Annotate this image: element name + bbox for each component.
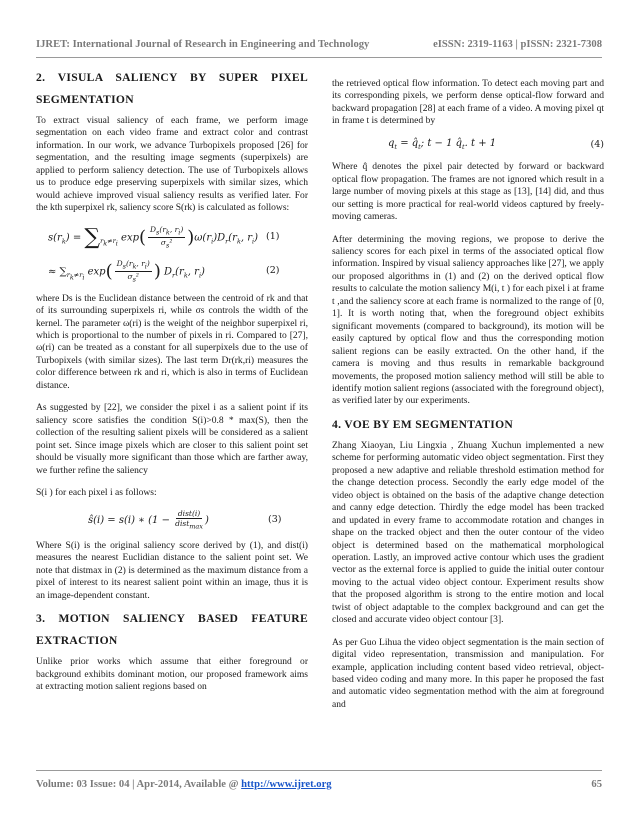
footer-info [36, 779, 332, 790]
paragraph: Unlike prior works which assume that either foreground or background exhibits dominant motion, our proposed framework aims at extracting motion salient regions based on [36, 656, 308, 693]
equation-4: $q_t$ = $q̂_t$; t − 1 $q̂_t$. t + 1 (4) [388, 137, 604, 151]
section-2-heading: 2. VISULA SALIENCY BY SUPER PIXEL [36, 71, 308, 84]
section-2-heading-cont: SEGMENTATION [36, 93, 134, 106]
equation-2: ≈ $\sum_{rk\ne ri}$ exp( $\frac{Ds(rk, ri)}{\text{σs²}}$ ) $D_r(r_k$, $r_i$) (2) [48, 258, 280, 284]
volume-info: Volume: 03 Issue: 04 | Apr-2014, Available @ [36, 779, 242, 790]
equation-1: $s(r_k) = \sum_{rk\ne ri}$ exp( $\frac{Ds(rk, ri)}{\text{σs²}}$ )$\omega(r_i)D_r(r_k$, $r_i$) (1) [48, 224, 280, 250]
section-3-heading-cont: EXTRACTION [36, 634, 118, 648]
paragraph: Where q̂ denotes the pixel pair detected by forward or backward optical flow propagation. The frames are not ignored which result in a large number of moving pixels at this stage as [13], [14] did, and thus our setting is more practical for real-world videos captured by freely-moving cameras. [332, 161, 604, 223]
paragraph: where Ds is the Euclidean distance between the centroid of rk and that of its surrounding superpixels ri, while σs controls the width of the kernel. The parameter ω(ri) is the weight of the neighbor superpixel ri, which is proportional to the number of pixels in ri. Compared to [27], ω(ri) can be treated as a constant for all superpixels due to the use of Turbopixels (with similar sizes). The last term Dr(rk,ri) measures the color difference between rk and ri, which is also in terms of Euclidean distance. [36, 292, 308, 391]
issn: eISSN: 2319-1163 | pISSN: 2321-7308 [433, 39, 602, 50]
left-column [36, 71, 308, 694]
paragraph: Where S(i) is the original saliency score derived by (1), and dist(i) measures the nearest Euclidian distance to the salient point set. We note that distmax in (2) is determined as the maximum distance from a pixel of interest to its nearest salient point within an image, thus it is an image-dependent constant. [36, 539, 308, 601]
equation-number: (3) [268, 514, 282, 526]
equation-number: (1) [266, 231, 280, 243]
journal-link[interactable]: http://www.ijret.org [241, 779, 332, 790]
running-footer [36, 779, 602, 790]
paragraph: After determining the moving regions, we propose to derive the saliency scores for each pixel in terms of the associated optical flow information. Inspired by visual saliency approaches like [27], we apply our proposed algorithms in (1) and (2) on the derived optical flow results to calculate the motion saliency M(i, t ) for each pixel i at frame t ,and the saliency score at each frame is normalized to the range of [0, 1]. It is worth noting that, when the foreground object exhibits significant movements (compared to background), its motion will be easily captured by optical flow and thus the corresponding motion salient regions can be easily extracted. On the other hand, if the camera is moving and thus results in remarkable background movements, the proposed motion saliency method will still be able to identify motion salient regions (associated with the foreground object), as verified later by our experiments. [332, 233, 604, 407]
equation-3: ŝ(i) = s(i) ∗ (1 − $\frac{\text{dist(i)}}{\text{distmax}}$ ) (3) [88, 509, 282, 531]
section-4-heading: 4. VOE BY EM SEGMENTATION [332, 417, 514, 431]
paragraph: the retrieved optical flow information. To detect each moving part and its corresponding pixels, we perform dense optical-flow forward and backward propagation [28] at each frame of a video. A moving pixel qt in frame t is determined by [332, 78, 604, 127]
paragraph: To extract visual saliency of each frame, we perform image segmentation on each video frame and extract color and contrast information. In our work, we advance Turbopixels proposed [26] for segmentation, and the resulting image segments (superpixels) are applied to perform saliency detection. The use of Turbopixels allows us to produce edge preserving superpixels with similar sizes, which would achieve improved visual saliency results as verified later. For the kth superpixel rk, saliency score S(rk) is calculated as follows: [36, 115, 308, 214]
header-rule [36, 57, 602, 58]
equation-number: (4) [590, 139, 604, 151]
paragraph: Zhang Xiaoyan, Liu Lingxia , Zhuang Xuchun implemented a new scheme for performing automatic video object segmentation. First they proposed a new adaptive and reliable threshold estimation method for the change detection process. Secondly the early edge model of the video object is obtained on the basis of the adaptive change detection and canny edge detection. Thirdly the edge model has been tracked and updated in every frame to accommodate rotation and changes in shape on the tracked object and then the outer contour of the video object is determined based on the mathematical morphological operation. Lastly, an improved active contour which uses the gradient vector as the external force is applied to guide the initial outer contour moving to the actual video object contour. Experiment results show that the proposed algorithm is strong to the entire motion and local twist of object adaptable to the complex background and can get the closed and accurate video object contour [3]. [332, 439, 604, 626]
page-number: 65 [591, 779, 602, 790]
section-3-heading: 3. MOTION SALIENCY BASED FEATURE [36, 612, 308, 626]
equation-number: (2) [266, 265, 280, 277]
running-header [36, 39, 602, 50]
right-column [332, 78, 604, 711]
footer-rule [36, 770, 602, 771]
journal-title: IJRET: International Journal of Research in Engineering and Technology [36, 39, 370, 50]
paragraph: S(i ) for each pixel i as follows: [36, 486, 157, 498]
paragraph: As per Guo Lihua the video object segmentation is the main section of digital video representation, transmission and manipulation. For example, application including content based video retrieval, object-based video coding and many more. In this paper he proposed the fast and automatic video segmentation method with the aim at foreground and [332, 636, 604, 710]
paragraph: As suggested by [22], we consider the pixel i as a salient point if its saliency score satisfies the condition S(i)>0.8 * max(S), then the collection of the resulting salient pixels will be considered as a salient point set. Since image pixels which are closer to this salient point set should be visually more significant than those which are farther away, we further refine the saliency [36, 402, 308, 476]
